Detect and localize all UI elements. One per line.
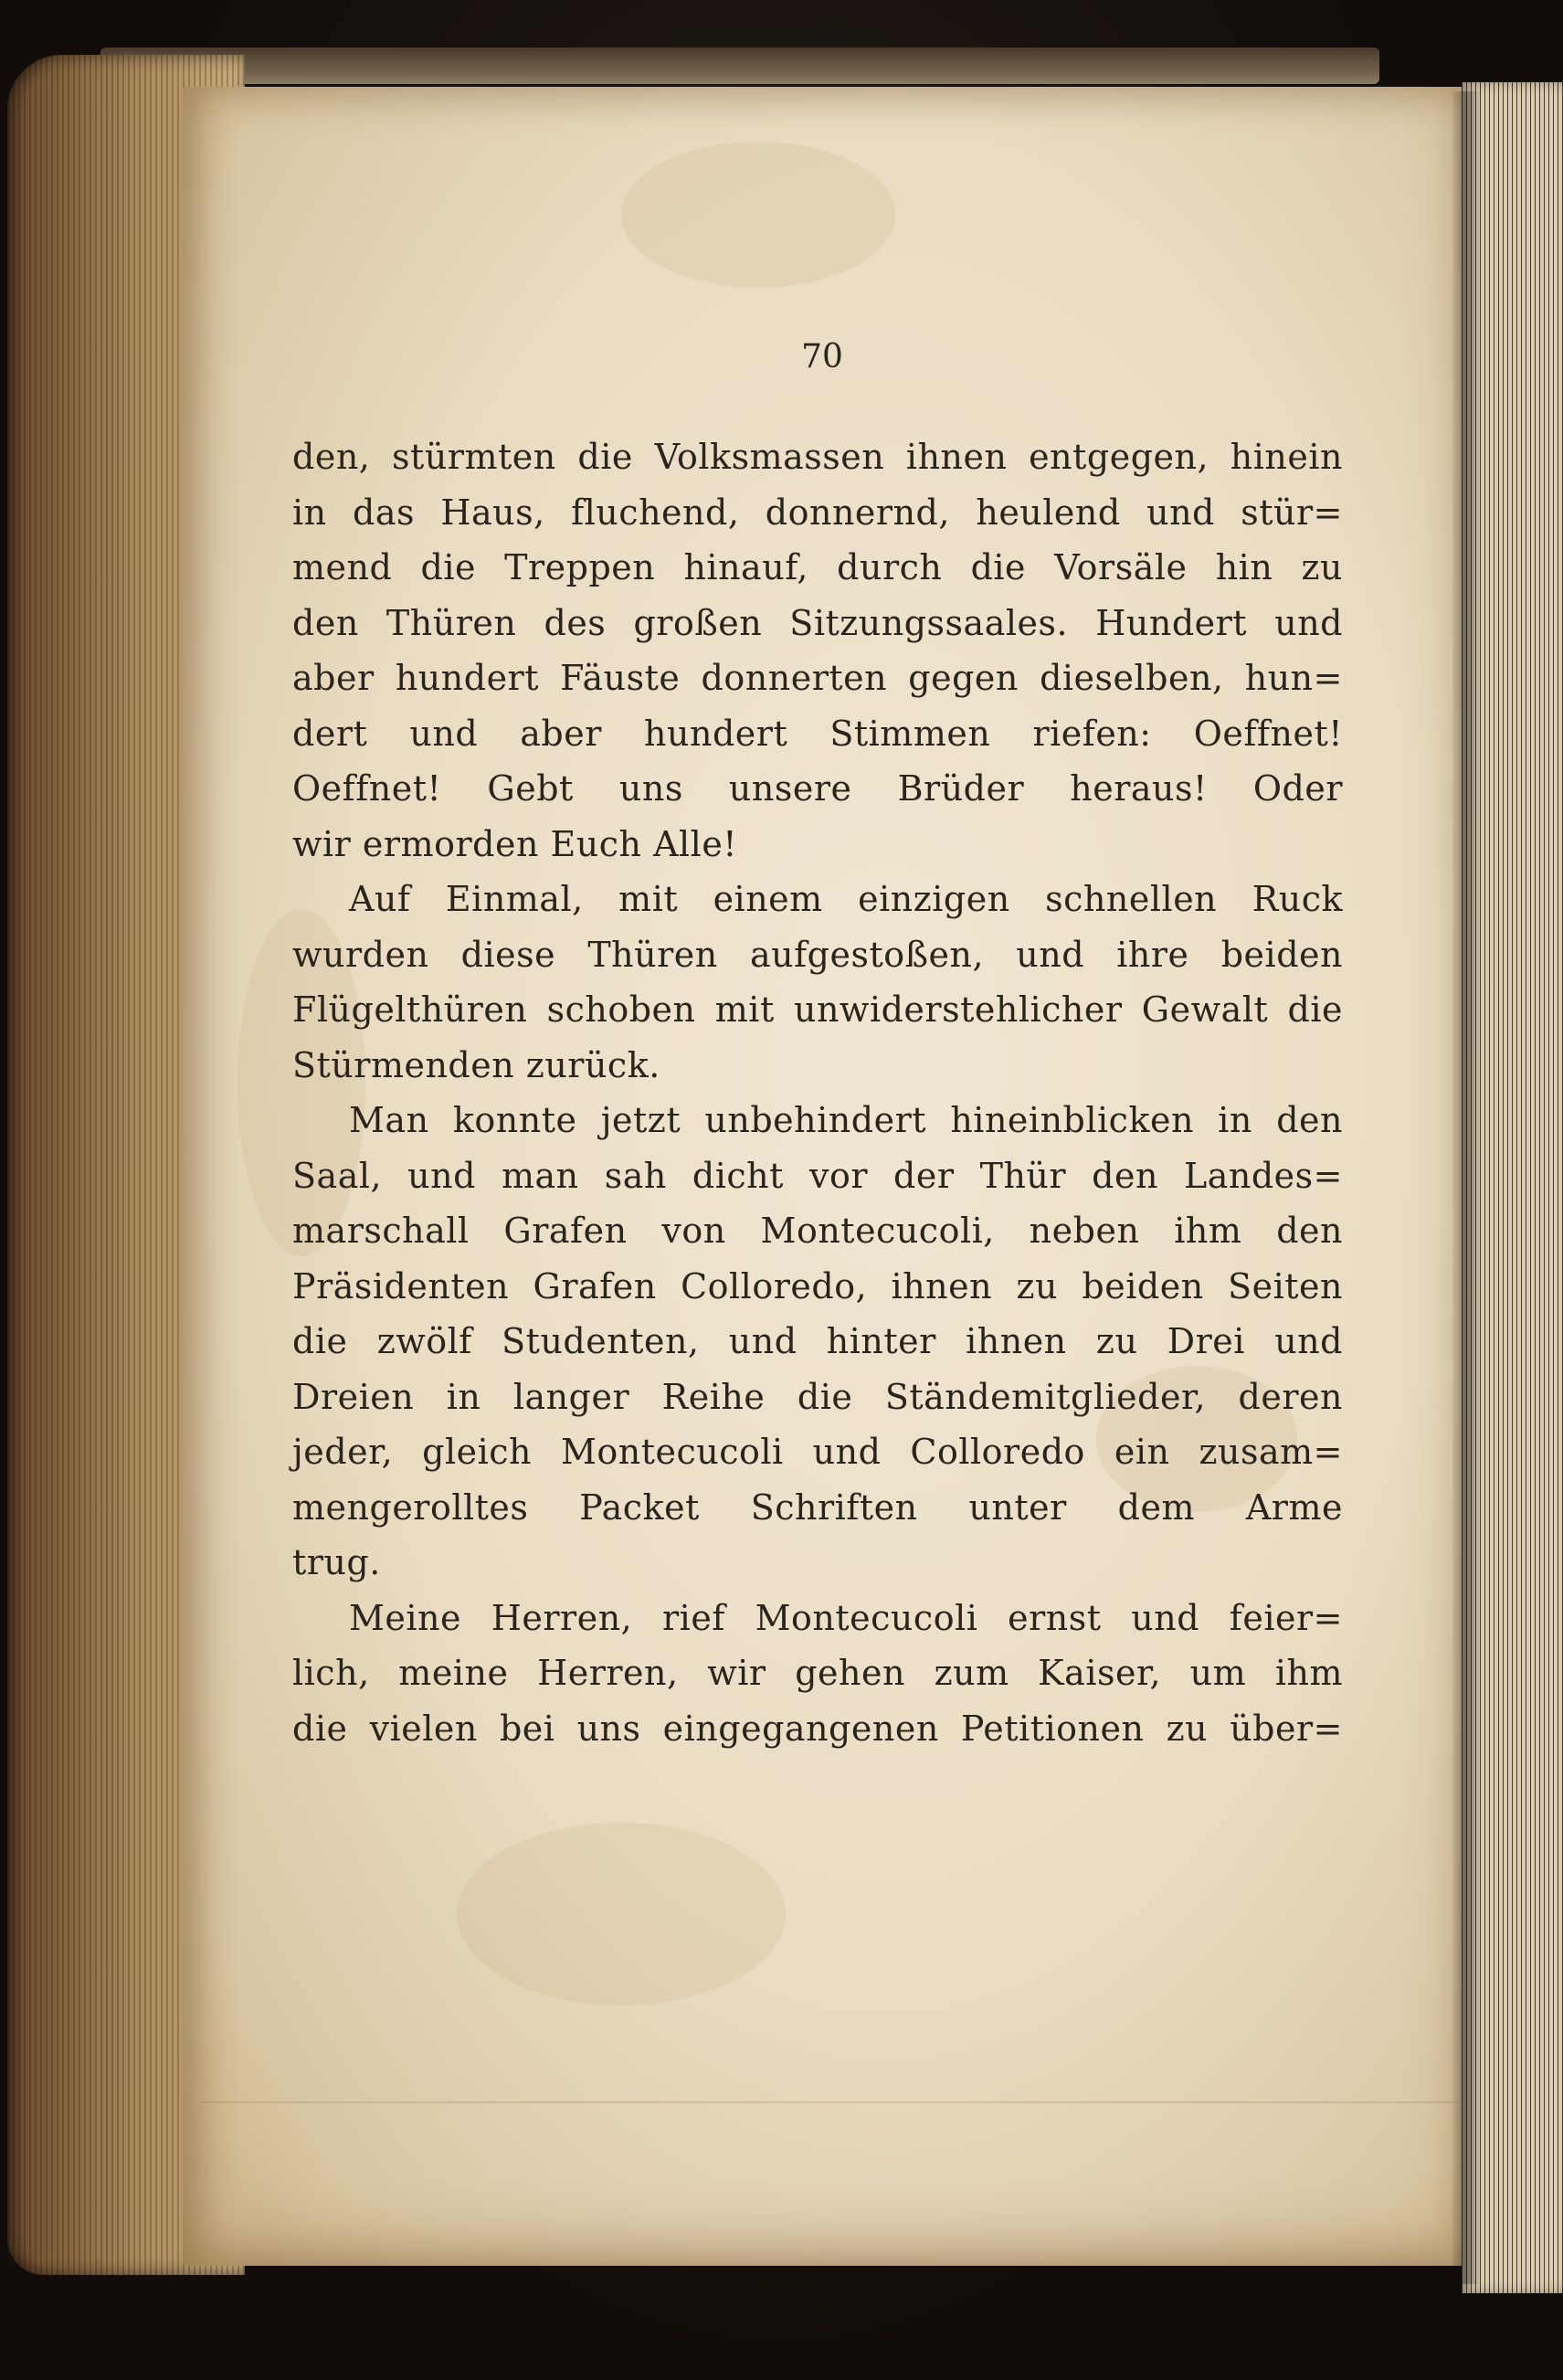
text-line: aber hundert Fäuste donnerten gegen dieselben, hun= bbox=[292, 658, 1343, 698]
paper-stain bbox=[457, 1823, 786, 2005]
page-text bbox=[292, 429, 1343, 1756]
text-line: Oeffnet! Gebt uns unsere Brüder heraus! Oder bbox=[292, 768, 1343, 809]
text-line: marschall Grafen von Montecucoli, neben ihm den bbox=[292, 1211, 1343, 1251]
text-line: jeder, gleich Montecucoli und Colloredo ein zusam= bbox=[292, 1432, 1343, 1472]
text-line: wir ermorden Euch Alle! bbox=[292, 823, 738, 864]
text-line: dert und aber hundert Stimmen riefen: Oeffnet! bbox=[292, 713, 1343, 754]
text-line: lich, meine Herren, wir gehen zum Kaiser, um ihm bbox=[292, 1653, 1343, 1693]
text-line: Auf Einmal, mit einem einzigen schnellen Ruck bbox=[349, 879, 1343, 919]
book-cover-top-edge bbox=[100, 48, 1379, 84]
text-line: Dreien in langer Reihe die Ständemitglieder, deren bbox=[292, 1376, 1343, 1417]
text-line: die zwölf Studenten, und hinter ihnen zu Drei und bbox=[292, 1321, 1343, 1361]
text-line: Präsidenten Grafen Colloredo, ihnen zu beiden Seiten bbox=[292, 1265, 1343, 1306]
text-line: in das Haus, fluchend, donnernd, heulend und stür= bbox=[292, 492, 1343, 533]
page-bottom-edge bbox=[201, 2101, 1462, 2103]
text-line: wurden diese Thüren aufgestoßen, und ihre beiden bbox=[292, 934, 1343, 975]
text-line: Saal, und man sah dicht vor der Thür den Landes= bbox=[292, 1155, 1343, 1196]
text-line: mengerolltes Packet Schriften unter dem Arme bbox=[292, 1486, 1343, 1528]
paper-stain bbox=[621, 142, 895, 288]
text-line: Meine Herren, rief Montecucoli ernst und feier= bbox=[349, 1597, 1343, 1638]
text-line: Flügelthüren schoben mit unwiderstehlicher Gewalt die bbox=[292, 989, 1343, 1030]
page-number: 70 bbox=[801, 338, 843, 376]
text-line: die vielen bei uns eingegangenen Petitionen zu über= bbox=[292, 1708, 1343, 1749]
text-line: Stürmenden zurück. bbox=[292, 1044, 660, 1085]
text-line: den, stürmten die Volksmassen ihnen entgegen, hinein bbox=[292, 437, 1343, 477]
text-line: den Thüren des großen Sitzungssaales. Hundert und bbox=[292, 602, 1343, 643]
text-line: Man konnte jetzt unbehindert hineinblicken in den bbox=[349, 1100, 1343, 1140]
text-line: trug. bbox=[292, 1542, 381, 1582]
text-line: mend die Treppen hinauf, durch die Vorsäle hin zu bbox=[292, 547, 1343, 587]
gutter-shadow bbox=[1452, 91, 1480, 2284]
